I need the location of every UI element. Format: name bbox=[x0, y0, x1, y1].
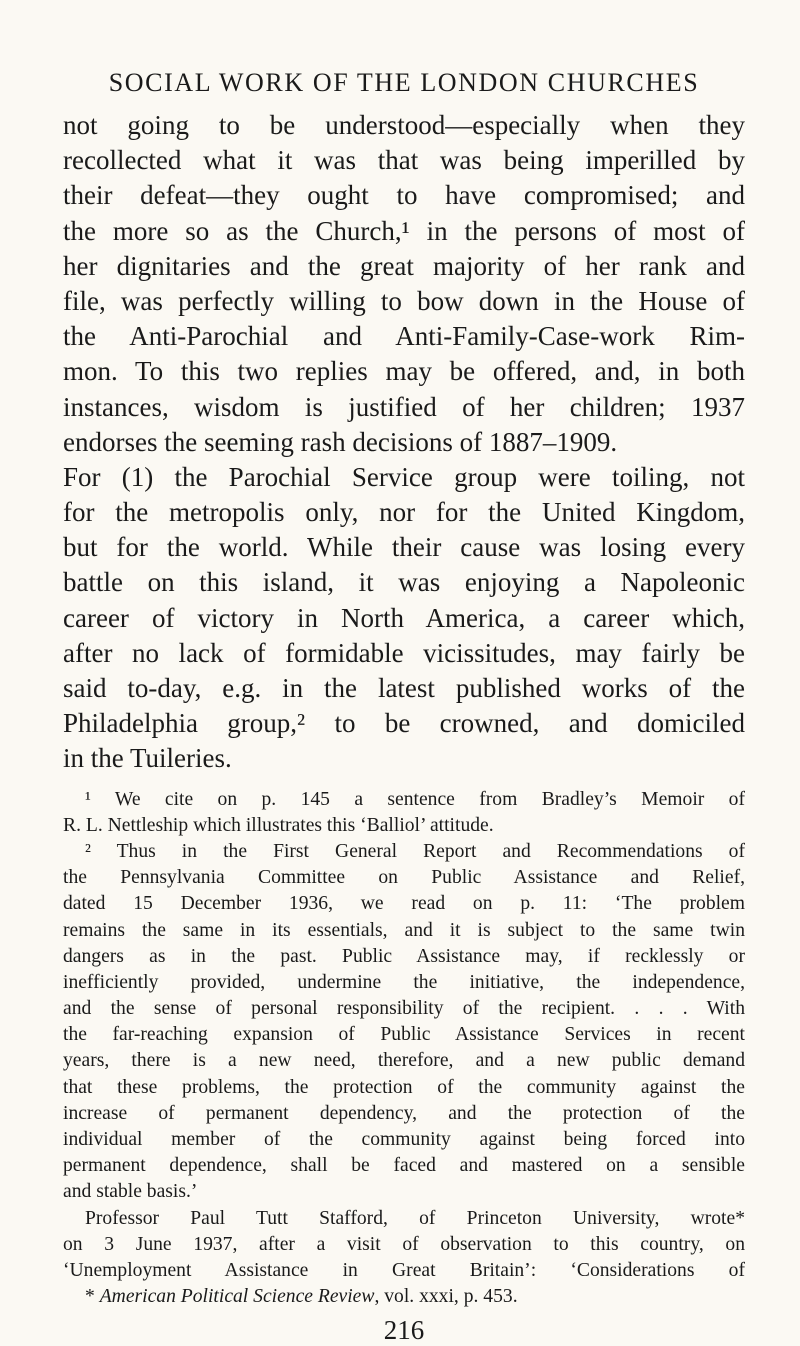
body-line: for the metropolis only, nor for the United Kingdom, bbox=[63, 497, 745, 528]
citation-detail: , vol. xxxi, p. 453. bbox=[374, 1286, 518, 1308]
footnote-line: R. L. Nettleship which illustrates this ‘Balliol’ attitude. bbox=[63, 814, 494, 836]
star-mark: * bbox=[85, 1286, 95, 1308]
body-line: the Anti-Parochial and Anti-Family-Case-work Rim- bbox=[63, 321, 745, 352]
footnote-line: ² Thus in the First General Report and Recommendations of bbox=[85, 840, 745, 862]
journal-title: American Political Science Review bbox=[99, 1286, 375, 1308]
running-header: SOCIAL WORK OF THE LONDON CHURCHES bbox=[108, 68, 700, 97]
body-line: in the Tuileries. bbox=[63, 743, 232, 774]
body-line: battle on this island, it was enjoying a Napoleonic bbox=[63, 567, 745, 598]
body-line: career of victory in North America, a career which, bbox=[63, 602, 745, 633]
footnote-line: dated 15 December 1936, we read on p. 11: ‘The problem bbox=[63, 893, 745, 915]
footnote-line: ¹ We cite on p. 145 a sentence from Bradley’s Memoir of bbox=[85, 788, 745, 810]
footnote-line: Professor Paul Tutt Stafford, of Princeton University, wrote* bbox=[85, 1207, 745, 1229]
footnote-line: on 3 June 1937, after a visit of observation to this country, on bbox=[63, 1233, 745, 1255]
body-line: Philadelphia group,² to be crowned, and domiciled bbox=[63, 708, 745, 739]
body-text bbox=[63, 108, 745, 777]
footnote-line: remains the same in its essentials, and it is subject to the same twin bbox=[63, 919, 745, 941]
footnote-line: inefficiently provided, undermine the initiative, the independence, bbox=[63, 971, 745, 993]
footnote-line: permanent dependence, shall be faced and mastered on a sensible bbox=[63, 1155, 745, 1177]
body-line: not going to be understood—especially when they bbox=[63, 110, 745, 140]
body-line: file, was perfectly willing to bow down in the House of bbox=[63, 285, 745, 316]
body-line: said to-day, e.g. in the latest published works of the bbox=[63, 673, 745, 703]
footnote-line: that these problems, the protection of the community against the bbox=[63, 1076, 745, 1098]
body-line: mon. To this two replies may be offered, and, in both bbox=[63, 356, 745, 387]
body-line: endorses the seeming rash decisions of 1887–1909. bbox=[63, 426, 618, 457]
body-line: instances, wisdom is justified of her children; 1937 bbox=[63, 391, 745, 422]
footnote-line: the far-reaching expansion of Public Assistance Services in recent bbox=[63, 1024, 745, 1046]
body-line: their defeat—they ought to have compromised; and bbox=[63, 180, 745, 211]
footnotes bbox=[63, 787, 745, 1311]
footnote-line: increase of permanent dependency, and the protection of the bbox=[63, 1102, 745, 1124]
footnote-line: years, there is a new need, therefore, and a new public demand bbox=[63, 1050, 745, 1072]
body-line: her dignitaries and the great majority of her rank and bbox=[63, 250, 745, 281]
body-line: after no lack of formidable vicissitudes, may fairly be bbox=[63, 637, 745, 668]
footnote-line: ‘Unemployment Assistance in Great Britain’: ‘Considerations of bbox=[63, 1259, 745, 1281]
footnote-line: and the sense of personal responsibility of the recipient. . . . With bbox=[63, 998, 745, 1020]
star-footnote bbox=[63, 1284, 745, 1310]
body-line: the more so as the Church,¹ in the persons of most of bbox=[63, 215, 745, 246]
page-number: 216 bbox=[383, 1315, 425, 1346]
footnote-line: the Pennsylvania Committee on Public Assistance and Relief, bbox=[63, 867, 745, 889]
body-line: For (1) the Parochial Service group were toiling, not bbox=[63, 461, 745, 492]
footnote-line: dangers as in the past. Public Assistance may, if recklessly or bbox=[63, 945, 745, 967]
body-line: recollected what it was that was being imperilled by bbox=[63, 145, 745, 176]
body-line: but for the world. While their cause was losing every bbox=[63, 532, 745, 563]
footnote-line: individual member of the community against being forced into bbox=[63, 1129, 745, 1150]
book-page bbox=[63, 66, 745, 1346]
footnote-line: and stable basis.’ bbox=[63, 1181, 198, 1203]
